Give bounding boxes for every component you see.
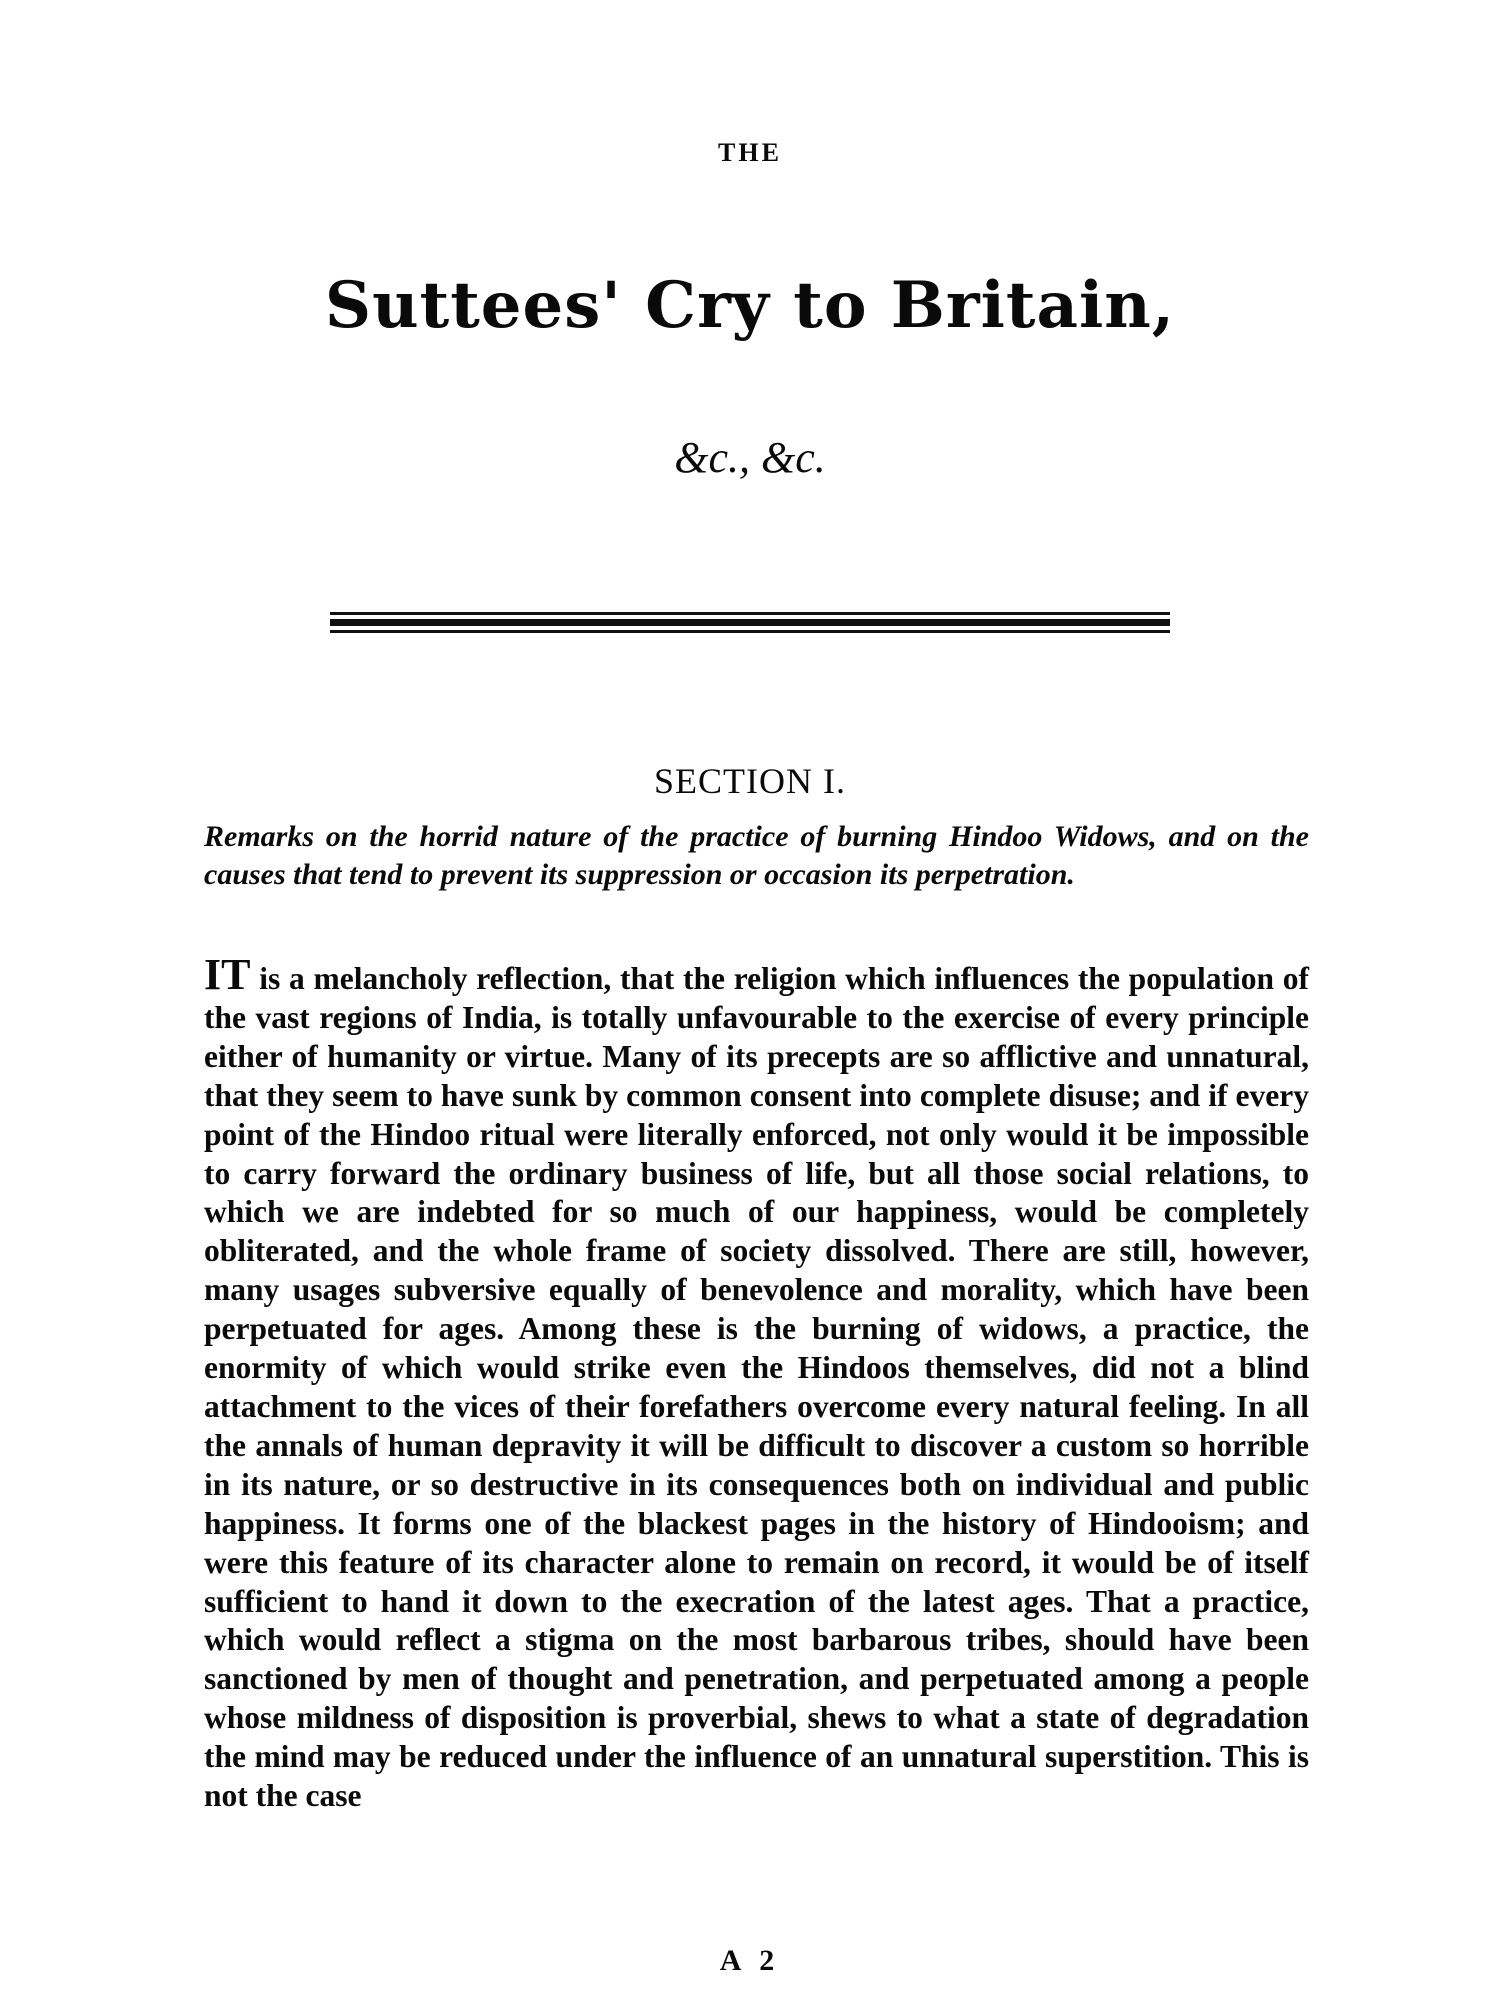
body-paragraph bbox=[204, 950, 1309, 1816]
book-title: Suttees' Cry to Britain, bbox=[324, 268, 1176, 343]
rule-line-thick bbox=[330, 619, 1170, 626]
signature-mark: A 2 bbox=[719, 1944, 781, 1977]
body-text: is a melancholy reflection, that the religion which influences the population of the vast regions of India, is totally unfavourable to the exercise of every principle either of humanity or virtue. Many of its precepts are so afflictive and unnatural, that they seem to have sunk by common consent into complete disuse; and if every point of the Hindoo ritual were literally enforced, not only would it be impossible to carry forward the ordinary business of life, but all those social relations, to which we are indebted for so much of our happiness, would be completely obliterated, and the whole frame of society dissolved. There are still, however, many usages subversive equally of benevolence and morality, which have been perpetuated for ages. Among these is the burning of widows, a practice, the enormity of which would strike even the Hindoos themselves, did not a blind attachment to the vices of their forefathers overcome every natural feeling. In all the annals of human depravity it will be difficult to discover a custom so horrible in its nature, or so destructive in its consequences both on individual and public happiness. It forms one of the blackest pages in the history of Hindooism; and were this feature of its character alone to remain on record, it would be of itself sufficient to hand it down to the execration of the latest ages. That a practice, which would reflect a stigma on the most barbarous tribes, should have been sanctioned by men of thought and penetration, and perpetuated among a people whose mildness of disposition is proverbial, shews to what a state of degradation the mind may be reduced under the influence of an unnatural superstition. This is not the case bbox=[204, 961, 1309, 1814]
section-heading: SECTION I. bbox=[654, 761, 846, 801]
drop-cap: IT bbox=[204, 950, 251, 999]
decorative-rule bbox=[330, 612, 1170, 633]
section-summary: Remarks on the horrid nature of the practice of burning Hindoo Widows, and on the causes that tend to prevent its suppression or occasion its perpetration. bbox=[204, 820, 1309, 891]
title-etc: &c., &c. bbox=[674, 433, 826, 482]
title-article: THE bbox=[718, 138, 782, 167]
rule-line-bottom bbox=[330, 630, 1170, 633]
rule-line-top bbox=[330, 612, 1170, 615]
